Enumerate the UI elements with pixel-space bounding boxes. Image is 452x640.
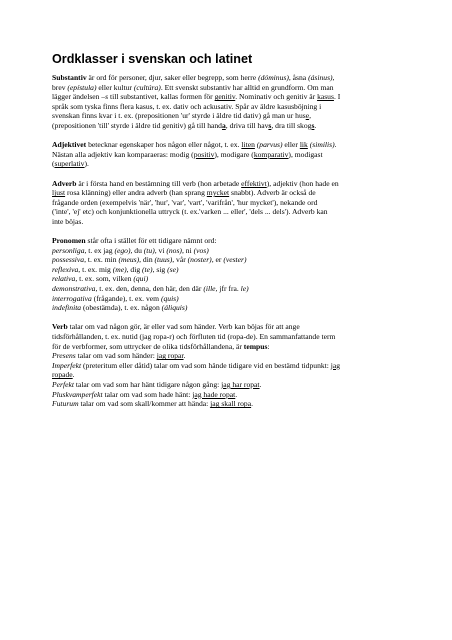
list-item: Presens talar om vad som händer: jag ropar.	[52, 351, 186, 361]
page-title: Ordklasser i svenskan och latinet	[52, 52, 253, 66]
list-item: possessiva, t. ex. min (meus), din (tuus), vår (noster), er (vester)	[52, 255, 247, 265]
list-item: relativa, t. ex. som, vilken (qui)	[52, 274, 149, 284]
list-item: demonstrativa, t. ex. den, denna, den här, den där (ille, jfr fra. le)	[52, 284, 249, 294]
list-item: personliga, t. ex jag (ego), du (tu), vi (nos), ni (vos)	[52, 245, 209, 255]
list-item: Perfekt talar om vad som har hänt tidigare någon gång: jag har ropat.	[52, 380, 262, 389]
list-item: Futurum talar om vad som skall/kommer att hända: jag skall ropa.	[52, 399, 253, 409]
list-item: ropade.	[52, 370, 75, 380]
list-item: reflexiva, t. ex. mig (me), dig (te), sig (se)	[52, 264, 179, 274]
term-pronomen: Pronomen	[52, 236, 86, 246]
list-item: Pluskvamperfekt talar om vad som hade hänt: jag hade ropat.	[52, 389, 238, 399]
term-adjektiv: Adjektivet	[52, 140, 87, 150]
term-adverb: Adverb	[52, 178, 77, 188]
term-verb: Verb	[52, 322, 68, 332]
list-item: Imperfekt (preteritum eller dåtid) talar om vad som hände tidigare vid en bestämd tidpunkt: jag	[52, 360, 341, 370]
list-item: interrogativa (frågande), t. ex. vem (quis)	[52, 293, 179, 303]
paragraph-verb: Verb talar om vad någon gör, är eller vad som händer. Verb kan böjas för att ange tidsförhållanden, t. ex. nutid (jag ropa-r) och förfluten tid (ropa-de). En sammanfattande term för de verbformer, som uttrycker de olika tidsförhållandena, är tempus: Presens talar om vad som händer: jag ropar. Imperfekt (preteritum eller dåtid) talar om vad som hände tidigare vid en bestämd tidpunkt: jag ropade. Perfekt talar om vad som har hänt tidigare någon gång: jag har ropat. Pluskvamperfekt talar om vad som hade hänt: jag hade ropat. Futurum talar om vad som skall/kommer att hända: jag skall ropa.	[52, 322, 400, 408]
list-item: indefinita (obestämda), t. ex. någon (áliquis)	[52, 303, 188, 313]
paragraph-pronomen: Pronomen står ofta i stället för ett tidigare nämnt ord: personliga, t. ex jag (ego), du (tu), vi (nos), ni (vos) possessiva, t. ex. min (meus), din (tuus), vår (noster), er (vester) reflexiva, t. ex. mig (me), dig (te), sig (se) relativa, t. ex. som, vilken (qui) demonstrativa, t. ex. den, denna, den här, den där (ille, jfr fra. le) interrogativa (frågande), t. ex. vem (quis) indefinita (obestämda), t. ex. någon (áliquis)	[52, 236, 400, 313]
term-substantiv: Substantiv	[52, 73, 87, 82]
paragraph-adjektiv: Adjektivet betecknar egenskaper hos någon eller något, t. ex. liten (parvus) eller lik (similis). Nästan alla adjektiv kan komparaeras: modig (positiv), modigare (komparativ), modigast (superlativ).	[52, 140, 337, 169]
paragraph-adverb: Adverb är i första hand en bestämning till verb (hon arbetade effektivt), adjektiv (hon hade en ljust rosa klänning) eller andra adverb (han sprang mycket snabbt). Adverb är också de frågande orden (exempelvis 'när', 'hur', 'var', 'vart', 'varifrån', 'hur mycket'), nekande ord ('inte', 'ej' etc) och konjunktionella uttryck (t. ex.'varken ... eller', 'dels ... dels'). Adverb kan inte böjas.	[52, 178, 339, 226]
document-body	[52, 52, 400, 418]
paragraph-substantiv: Substantiv är ord för personer, djur, saker eller begrepp, som herre (dóminus), åsna (ásinus), brev (epístula) eller kultur (cultúra). Ett svenskt substantiv har alltid en grundform. Om man lägger ändelsen –s till substantivet, kallas formen för genitiv. Nominativ och genitiv är kasus. I språk som tyska finns flera kasus, t. ex. dativ och ackusativ. Spår av äldre kasusböjning i svenskan finns kvar i t. ex. (prepositionen 'ur' styrde i äldre tid dativ) gå man ur huse, (prepositionen 'till' styrde i äldre tid genitiv) gå till handa, driva till havs, dra till skogs.	[52, 73, 341, 130]
